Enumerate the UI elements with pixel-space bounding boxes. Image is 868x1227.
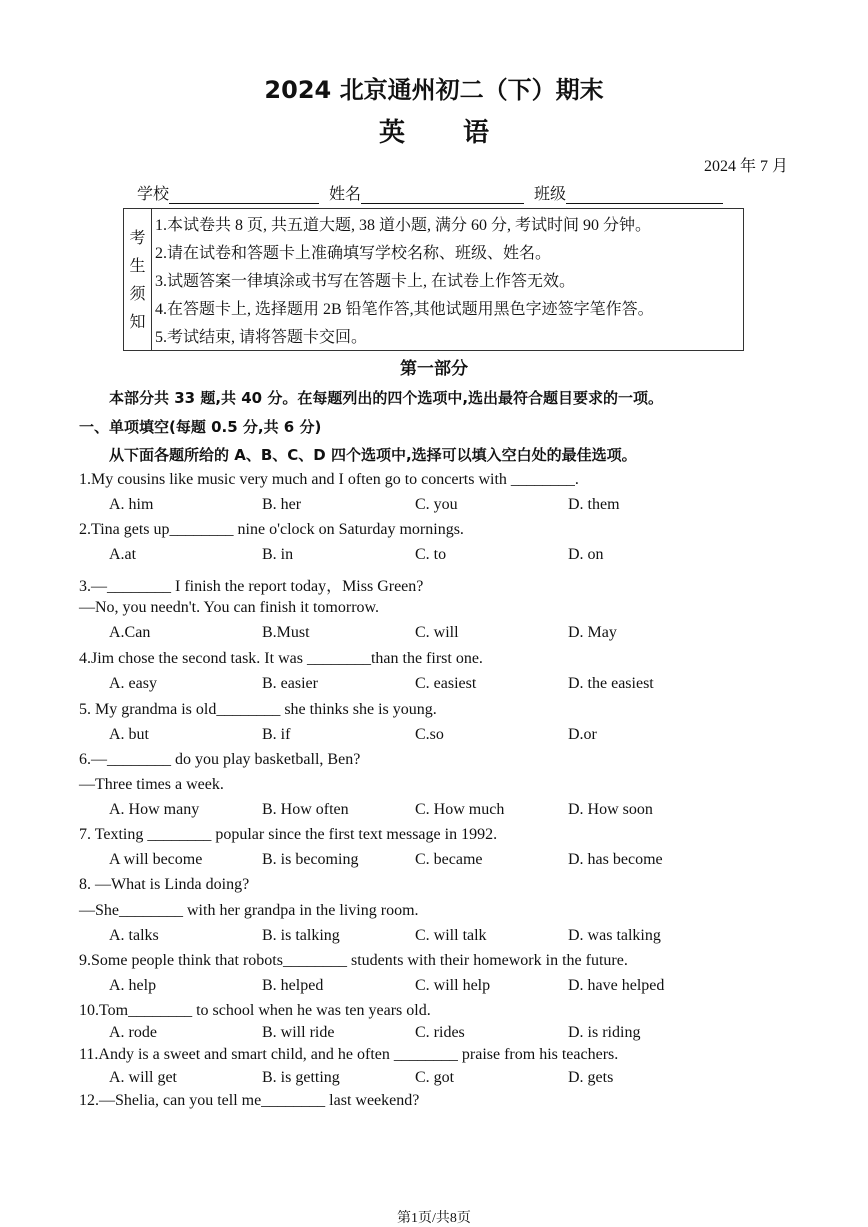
student-info-fields — [137, 181, 729, 204]
school-label: 学校 — [137, 186, 170, 203]
answer-option[interactable]: C. will talk — [415, 927, 487, 944]
answer-option[interactable]: D. was talking — [568, 927, 661, 944]
notice-item: 3.试题答案一律填涂或书写在答题卡上, 在试卷上作答无效。 — [155, 273, 576, 290]
question-stem: 2.Tina gets up________ nine o'clock on Saturday mornings. — [79, 521, 464, 538]
answer-option[interactable]: A. How many — [109, 801, 200, 818]
answer-option[interactable]: C. rides — [415, 1024, 465, 1041]
answer-option[interactable]: C. will — [415, 624, 459, 641]
notice-item: 4.在答题卡上, 选择题用 2B 铅笔作答,其他试题用黑色字迹签字笔作答。 — [155, 301, 654, 318]
question-stem: 4.Jim chose the second task. It was ________than the first one. — [79, 650, 483, 667]
answer-option[interactable]: A.Can — [109, 624, 151, 641]
subject-title: 英语 — [378, 118, 547, 148]
question-dialogue-line: —Three times a week. — [79, 776, 224, 793]
answer-option[interactable]: C. you — [415, 496, 458, 513]
answer-option[interactable]: B. easier — [262, 675, 318, 692]
answer-option[interactable]: C.so — [415, 726, 444, 743]
section-instructions: 从下面各题所给的 A、B、C、D 四个选项中,选择可以填入空白处的最佳选项。 — [109, 446, 637, 464]
answer-option[interactable]: B. is becoming — [262, 851, 359, 868]
answer-option[interactable]: C. How much — [415, 801, 505, 818]
answer-option[interactable]: D. the easiest — [568, 675, 654, 692]
answer-option[interactable]: C. to — [415, 546, 447, 563]
answer-option[interactable]: D. How soon — [568, 801, 653, 818]
answer-option[interactable]: A will become — [109, 851, 203, 868]
notice-label-char: 须 — [129, 283, 146, 303]
answer-option[interactable]: A. help — [109, 977, 157, 994]
question-stem: 11.Andy is a sweet and smart child, and he often ________ praise from his teachers. — [79, 1046, 619, 1063]
answer-option[interactable]: B. How often — [262, 801, 349, 818]
answer-option[interactable]: B. in — [262, 546, 294, 563]
question-stem: 12.—Shelia, can you tell me________ last weekend? — [79, 1092, 420, 1109]
question-stem: 1.My cousins like music very much and I often go to concerts with ________. — [79, 471, 579, 488]
answer-option[interactable]: A. him — [109, 496, 154, 513]
question-stem: 6.—________ do you play basketball, Ben? — [79, 751, 361, 768]
part-title: 第一部分 — [400, 359, 468, 379]
question-stem: 9.Some people think that robots________ students with their homework in the future. — [79, 952, 628, 969]
answer-option[interactable]: D. has become — [568, 851, 663, 868]
answer-option[interactable]: C. became — [415, 851, 483, 868]
question-stem: 7. Texting ________ popular since the first text message in 1992. — [79, 826, 498, 843]
question-stem: 5. My grandma is old________ she thinks she is young. — [79, 701, 437, 718]
notice-item: 1.本试卷共 8 页, 共五道大题, 38 道小题, 满分 60 分, 考试时间 90 分钟。 — [155, 217, 652, 234]
notice-label-char: 知 — [129, 311, 146, 331]
name-blank[interactable] — [361, 186, 524, 204]
class-blank[interactable] — [566, 186, 723, 204]
answer-option[interactable]: A.at — [109, 546, 137, 563]
notice-item: 2.请在试卷和答题卡上准确填写学校名称、班级、姓名。 — [155, 245, 552, 262]
answer-option[interactable]: A. talks — [109, 927, 159, 944]
part-intro: 本部分共 33 题,共 40 分。在每题列出的四个选项中,选出最符合题目要求的一项。 — [109, 389, 664, 407]
answer-option[interactable]: D. them — [568, 496, 620, 513]
question-stem: 10.Tom________ to school when he was ten years old. — [79, 1002, 431, 1019]
answer-option[interactable]: D. is riding — [568, 1024, 641, 1041]
answer-option[interactable]: A. will get — [109, 1069, 177, 1086]
answer-option[interactable]: A. but — [109, 726, 149, 743]
answer-option[interactable]: D. have helped — [568, 977, 665, 994]
notice-item: 5.考试结束, 请将答题卡交回。 — [155, 329, 368, 346]
answer-option[interactable]: B. her — [262, 496, 302, 513]
answer-option[interactable]: D.or — [568, 726, 597, 743]
answer-option[interactable]: B. will ride — [262, 1024, 335, 1041]
notice-list — [152, 209, 654, 350]
notice-label-char: 生 — [129, 255, 146, 275]
notice-label — [124, 209, 152, 350]
answer-option[interactable]: B. is getting — [262, 1069, 340, 1086]
question-stem: 3.—________ I finish the report today，Miss Green? — [79, 578, 424, 595]
exam-date: 2024 年 7 月 — [703, 158, 788, 175]
answer-option[interactable]: C. easiest — [415, 675, 477, 692]
answer-option[interactable]: C. will help — [415, 977, 491, 994]
question-dialogue-line: —No, you needn't. You can finish it tomorrow. — [79, 599, 380, 616]
name-label: 姓名 — [329, 186, 362, 203]
answer-option[interactable]: A. rode — [109, 1024, 157, 1041]
answer-option[interactable]: B. helped — [262, 977, 324, 994]
answer-option[interactable]: D. on — [568, 546, 604, 563]
school-blank[interactable] — [169, 186, 319, 204]
answer-option[interactable]: C. got — [415, 1069, 455, 1086]
answer-option[interactable]: B.Must — [262, 624, 310, 641]
exam-notice-box — [123, 208, 744, 351]
answer-option[interactable]: B. is talking — [262, 927, 340, 944]
question-stem: 8. —What is Linda doing? — [79, 876, 250, 893]
answer-option[interactable]: D. gets — [568, 1069, 614, 1086]
answer-option[interactable]: A. easy — [109, 675, 157, 692]
answer-option[interactable]: D. May — [568, 624, 617, 641]
answer-option[interactable]: B. if — [262, 726, 291, 743]
page-footer: 第1页/共8页 — [397, 1211, 471, 1226]
notice-label-char: 考 — [129, 227, 146, 247]
section-title: 一、单项填空(每题 0.5 分,共 6 分) — [79, 418, 322, 436]
class-label: 班级 — [534, 186, 567, 203]
question-dialogue-line: —She________ with her grandpa in the living room. — [79, 902, 419, 919]
exam-title: 2024 北京通州初二（下）期末 — [264, 76, 604, 104]
